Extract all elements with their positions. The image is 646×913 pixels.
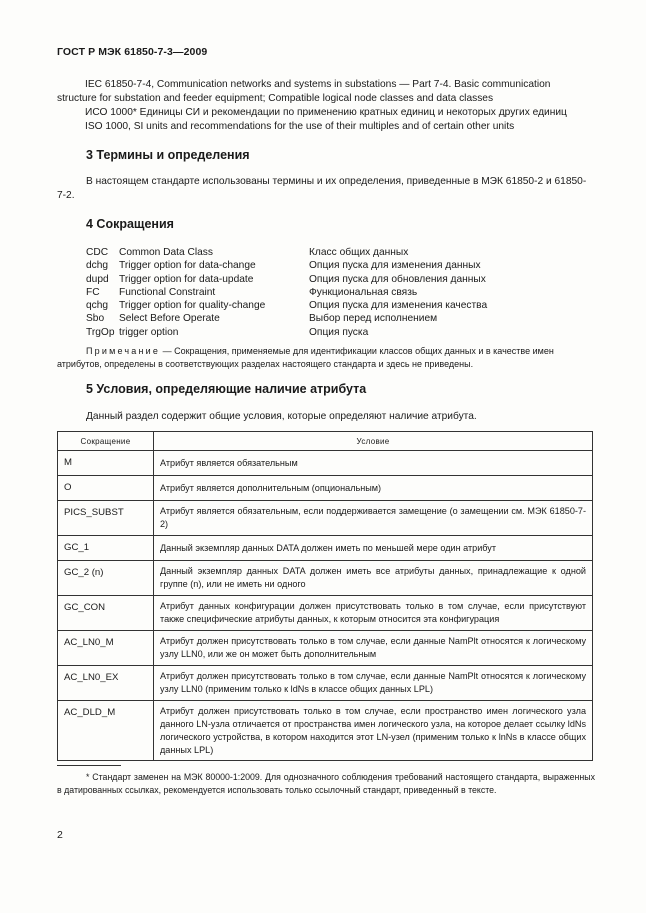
cell-condition: Атрибут должен присутствовать только в том случае, если пространство имен логического узла данного LN-узла отличается от пространства имен логического узла, на которое делает ссылку ldNs логического устройства, в котором находится этот LN-узел (применим только к lnNs в классе общих данных LPL): [154, 701, 593, 761]
cell-abbreviation: M: [58, 451, 154, 476]
abbreviation-english: Functional Constraint: [119, 286, 216, 298]
reference-line: ИСО 1000* Единицы СИ и рекомендации по применению кратных единиц и некоторых других единиц: [85, 107, 567, 118]
table-row: [58, 701, 593, 761]
cell-abbreviation: AC_DLD_M: [58, 701, 154, 761]
section-3-title: 3 Термины и определения: [86, 148, 250, 162]
table-row: [58, 536, 593, 561]
cell-condition: Данный экземпляр данных DATA должен иметь все атрибуты данных, принадлежащие к одной группе (n), или не иметь ни одного: [154, 561, 593, 596]
cell-condition: Данный экземпляр данных DATA должен иметь по меньшей мере один атрибут: [154, 536, 593, 561]
abbreviation-item: [86, 312, 506, 325]
cell-condition: Атрибут данных конфигурации должен присутствовать только в том случае, если присутствуют также специфические атрибуты данных, к которым относится эта конфигурация: [154, 596, 593, 631]
abbreviation-code: CDC: [86, 247, 109, 258]
abbreviation-russian: Опция пуска для изменения качества: [309, 300, 488, 312]
table-row: [58, 596, 593, 631]
cell-abbreviation: AC_LN0_M: [58, 631, 154, 666]
abbreviation-code: FC: [86, 286, 100, 298]
abbreviation-russian: Опция пуска для изменения данных: [309, 260, 481, 272]
cell-condition: Атрибут является обязательным, если поддерживается замещение (о замещении см. МЭК 61850-7-2): [154, 501, 593, 536]
cell-abbreviation: O: [58, 476, 154, 501]
cell-condition: Атрибут должен присутствовать только в том случае, если данные NamPlt относятся к логическому узлу LLN0, или же он может быть дополнительным: [154, 631, 593, 666]
abbreviation-item: [86, 273, 506, 286]
abbreviation-english: Trigger option for data-change: [119, 260, 256, 272]
abbreviation-code: TrgOp: [86, 326, 115, 338]
section-5-title: 5 Условия, определяющие наличие атрибута: [86, 382, 367, 396]
section-5-intro: Данный раздел содержит общие условия, которые определяют наличие атрибута.: [86, 411, 477, 422]
table-row: [58, 666, 593, 701]
note-text: — Сокращения, применяемые для идентификации классов общих данных и в качестве имен атрибутов, определены в соответствующих разделах настоящего стандарта и здесь не приведены.: [57, 346, 554, 369]
reference-line: IEC 61850-7-4, Communication networks and systems in substations — Part 7-4. Basic communication: [85, 79, 551, 90]
section-4-title: 4 Сокращения: [86, 217, 174, 231]
cell-abbreviation: PICS_SUBST: [58, 501, 154, 536]
table-row: [58, 501, 593, 536]
abbreviation-english: Trigger option for data-update: [119, 273, 254, 285]
cell-abbreviation: GC_1: [58, 536, 154, 561]
table-row: [58, 631, 593, 666]
reference-iso-1000-ru: [57, 106, 597, 133]
column-header-condition: Условие: [154, 432, 593, 451]
abbreviation-russian: Выбор перед исполнением: [309, 313, 438, 325]
abbreviation-code: Sbo: [86, 313, 105, 325]
note-label: Примечание: [86, 346, 161, 356]
conditions-table: [57, 431, 593, 761]
column-header-abbreviation: Сокращение: [58, 432, 154, 451]
abbreviations-note: [57, 345, 595, 371]
cell-condition: Атрибут должен присутствовать только в том случае, если данные NamPlt относятся к логическому узлу LLN0 (применим только к ldNs в классе общих данных LPL): [154, 666, 593, 701]
reference-line: ISO 1000, SI units and recommendations for the use of their multiples and of certain other units: [85, 120, 515, 132]
document-header: ГОСТ Р МЭК 61850-7-3—2009: [57, 46, 208, 58]
cell-abbreviation: GC_CON: [58, 596, 154, 631]
abbreviation-russian: Класс общих данных: [309, 247, 409, 258]
cell-condition: Атрибут является дополнительным (опциональным): [154, 476, 593, 501]
abbreviation-code: dchg: [86, 260, 109, 272]
abbreviation-english: trigger option: [119, 326, 179, 338]
abbreviation-russian: Функциональная связь: [309, 286, 418, 298]
abbreviation-english: Select Before Operate: [119, 313, 220, 325]
table-row: [58, 451, 593, 476]
table-row: [58, 476, 593, 501]
cell-condition: Атрибут является обязательным: [154, 451, 593, 476]
abbreviation-english: Common Data Class: [119, 247, 213, 258]
abbreviations-list: [86, 246, 506, 339]
cell-abbreviation: GC_2 (n): [58, 561, 154, 596]
abbreviation-code: dupd: [86, 273, 109, 285]
abbreviation-item: [86, 259, 506, 272]
abbreviation-item: [86, 326, 506, 339]
abbreviation-code: qchg: [86, 300, 109, 312]
table-row: [58, 561, 593, 596]
abbreviation-russian: Опция пуска: [309, 326, 369, 338]
footnote-divider: [57, 765, 121, 766]
page-number: 2: [57, 829, 63, 841]
section-3-text: В настоящем стандарте использованы термины и их определения, приведенные в МЭК 61850-2 и 61850-7-2.: [57, 176, 587, 201]
abbreviation-item: [86, 286, 506, 299]
footnote: * Стандарт заменен на МЭК 80000-1:2009. Для однозначного соблюдения требований настоящего стандарта, выраженных в датированных ссылках, рекомендуется использовать только ссылочный стандарт, приведенный в тексте.: [57, 772, 595, 795]
abbreviation-item: [86, 246, 506, 259]
reference-iec-61850-7-4: [57, 78, 597, 105]
abbreviation-russian: Опция пуска для обновления данных: [309, 273, 486, 285]
table-header-row: [58, 432, 593, 451]
reference-line: structure for substation and feeder equipment; Compatible logical node classes and data classes: [57, 92, 494, 104]
abbreviation-item: [86, 299, 506, 312]
abbreviation-english: Trigger option for quality-change: [119, 300, 266, 312]
cell-abbreviation: AC_LN0_EX: [58, 666, 154, 701]
